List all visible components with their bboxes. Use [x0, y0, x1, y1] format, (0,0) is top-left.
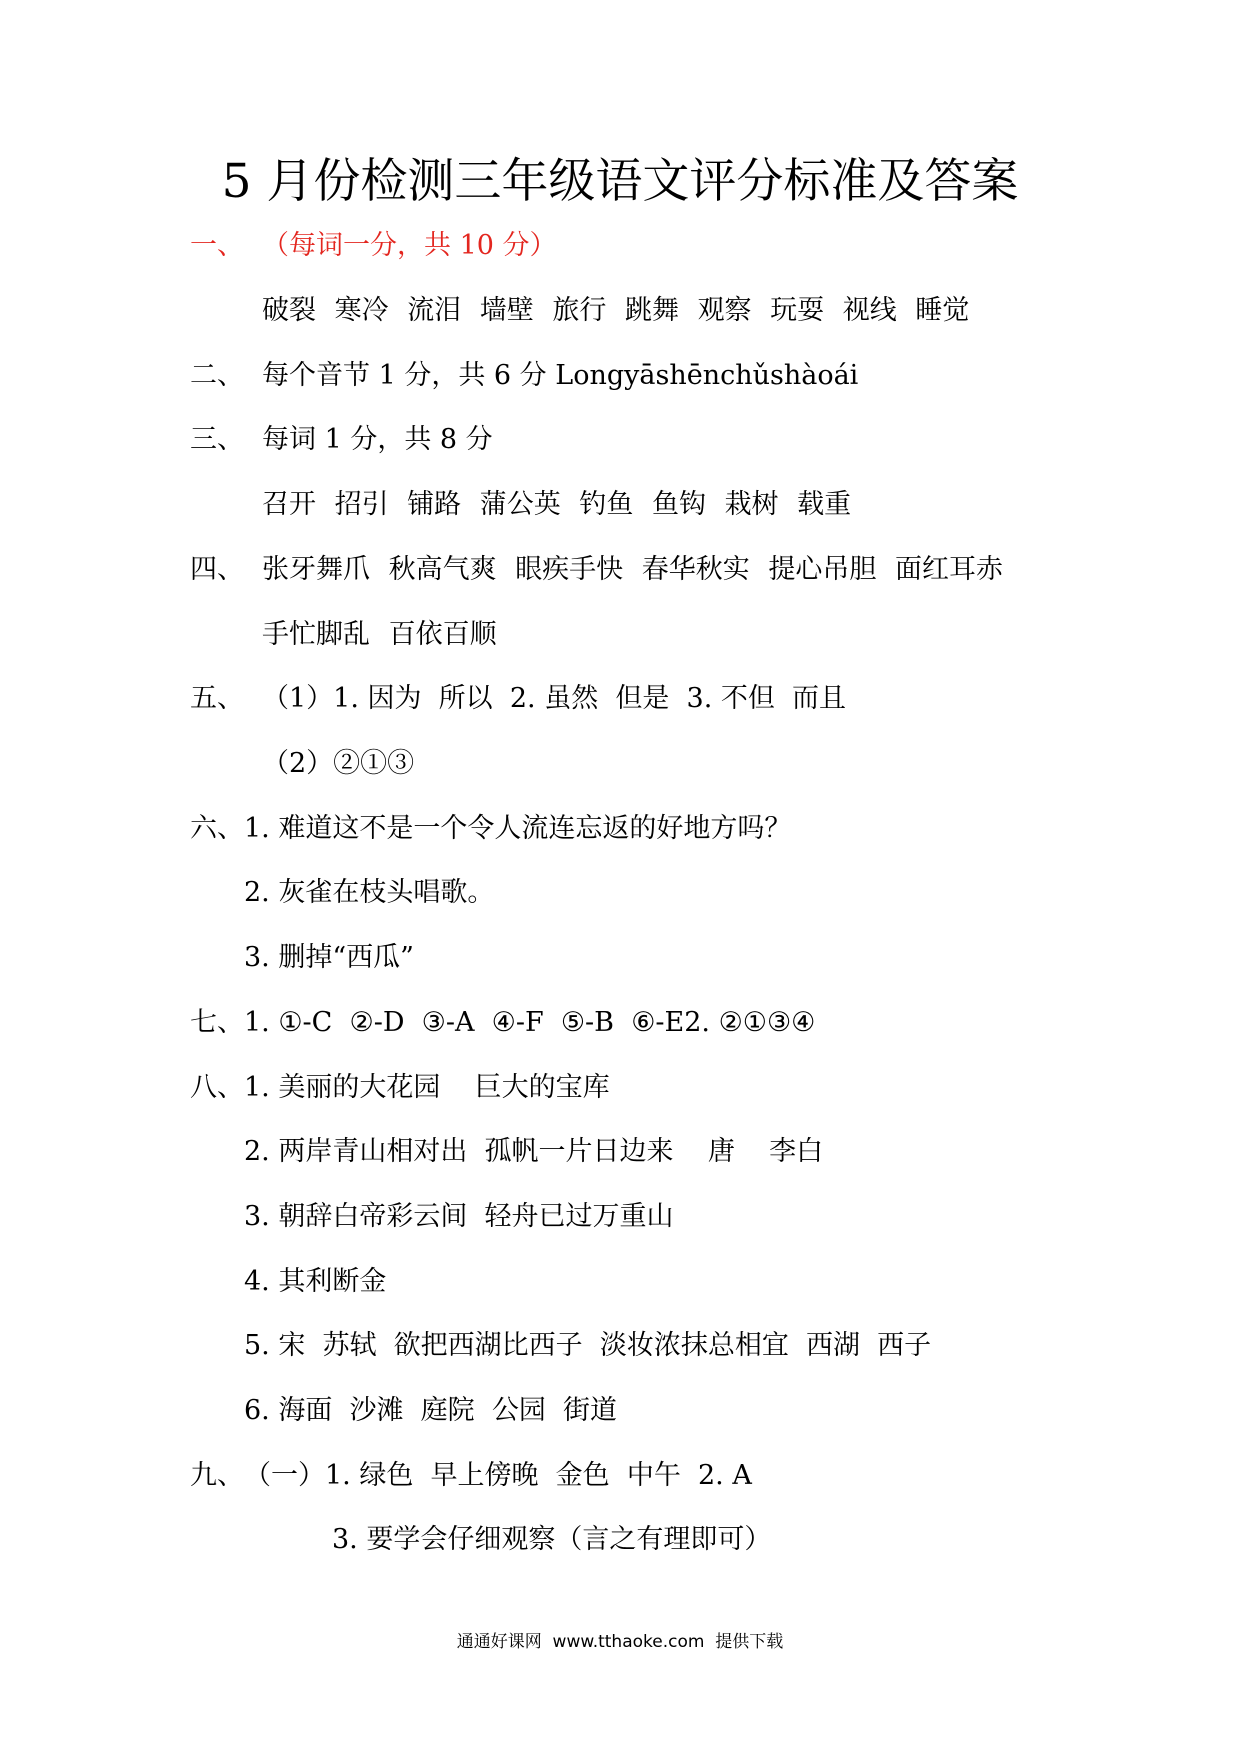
section-6-line-3: 3. 删掉“西瓜”	[244, 942, 414, 973]
section-4-number: 四、	[190, 554, 244, 585]
answer-word: 旅行	[552, 295, 607, 326]
answer-idiom: 眼疾手快	[515, 554, 624, 585]
answer-idiom: 春华秋实	[641, 554, 750, 585]
answer-word: 钓鱼	[579, 489, 634, 520]
section-8-line-2: 2. 两岸青山相对出 孤帆一片日边来 唐 李白	[244, 1136, 824, 1167]
section-5-line-2: （2）②①③	[262, 748, 415, 779]
section-9-line-2: 3. 要学会仔细观察（言之有理即可）	[332, 1524, 772, 1555]
section-2-text: 每个音节 1 分，共 6 分 Longyāshēnchǔshàoái	[262, 360, 859, 391]
answer-word: 铺路	[407, 489, 462, 520]
section-8-line-4: 4. 其利断金	[244, 1266, 387, 1297]
section-1-answers	[262, 293, 969, 329]
section-7-line-1: 1. ①-C ②-D ③-A ④-F ⑤-B ⑥-E2. ②①③④	[244, 1007, 816, 1038]
section-6-line-2: 2. 灰雀在枝头唱歌。	[244, 877, 495, 908]
section-5-number: 五、	[190, 683, 244, 714]
answer-idiom: 张牙舞爪	[262, 554, 370, 585]
page-title: 5 月份检测三年级语文评分标准及答案	[221, 154, 1019, 209]
answer-word: 玩耍	[770, 295, 825, 326]
section-9-line-1: （一）1. 绿色 早上傍晚 金色 中午 2. A	[244, 1460, 752, 1491]
answer-word: 睡觉	[915, 295, 970, 326]
page-footer: 通通好课网 www.tthaoke.com 提供下载	[456, 1632, 784, 1652]
section-1-number: 一、	[190, 230, 244, 261]
section-3-note: 每词 1 分，共 8 分	[262, 424, 493, 455]
section-8-line-1: 1. 美丽的大花园 巨大的宝库	[244, 1072, 610, 1103]
section-7-number: 七、	[190, 1007, 244, 1038]
answer-word: 墙壁	[479, 295, 534, 326]
section-8-line-6: 6. 海面 沙滩 庭院 公园 街道	[244, 1395, 618, 1426]
section-4-answers-line-1	[262, 552, 1003, 588]
answer-word: 视线	[842, 295, 897, 326]
section-6-number: 六、	[190, 813, 244, 844]
answer-word: 跳舞	[624, 295, 679, 326]
answer-word: 招引	[334, 489, 389, 520]
section-1-note: （每词一分，共 10 分）	[262, 230, 557, 261]
section-5-line-1: （1）1. 因为 所以 2. 虽然 但是 3. 不但 而且	[262, 683, 847, 714]
answer-word: 破裂	[262, 295, 316, 326]
answer-word: 召开	[262, 489, 316, 520]
section-8-line-3: 3. 朝辞白帝彩云间 轻舟已过万重山	[244, 1201, 674, 1232]
section-2-number: 二、	[190, 360, 244, 391]
answer-word: 流泪	[407, 295, 462, 326]
answer-word: 蒲公英	[479, 489, 561, 520]
section-9-number: 九、	[190, 1460, 244, 1491]
section-8-number: 八、	[190, 1072, 244, 1103]
section-3-answers	[262, 487, 851, 523]
answer-word: 载重	[797, 489, 852, 520]
answer-word: 鱼钩	[651, 489, 706, 520]
answer-word: 观察	[697, 295, 752, 326]
section-4-answers-line-2	[262, 617, 497, 653]
answer-idiom: 手忙脚乱	[262, 619, 370, 650]
answer-idiom: 秋高气爽	[388, 554, 497, 585]
answer-word: 寒冷	[334, 295, 389, 326]
answer-idiom: 百依百顺	[388, 619, 497, 650]
section-8-line-5: 5. 宋 苏轼 欲把西湖比西子 淡妆浓抹总相宜 西湖 西子	[244, 1330, 932, 1361]
answer-word: 栽树	[724, 489, 779, 520]
section-6-line-1: 1. 难道这不是一个令人流连忘返的好地方吗？	[244, 813, 792, 844]
section-3-number: 三、	[190, 424, 244, 455]
answer-idiom: 面红耳赤	[894, 554, 1003, 585]
answer-idiom: 提心吊胆	[768, 554, 877, 585]
